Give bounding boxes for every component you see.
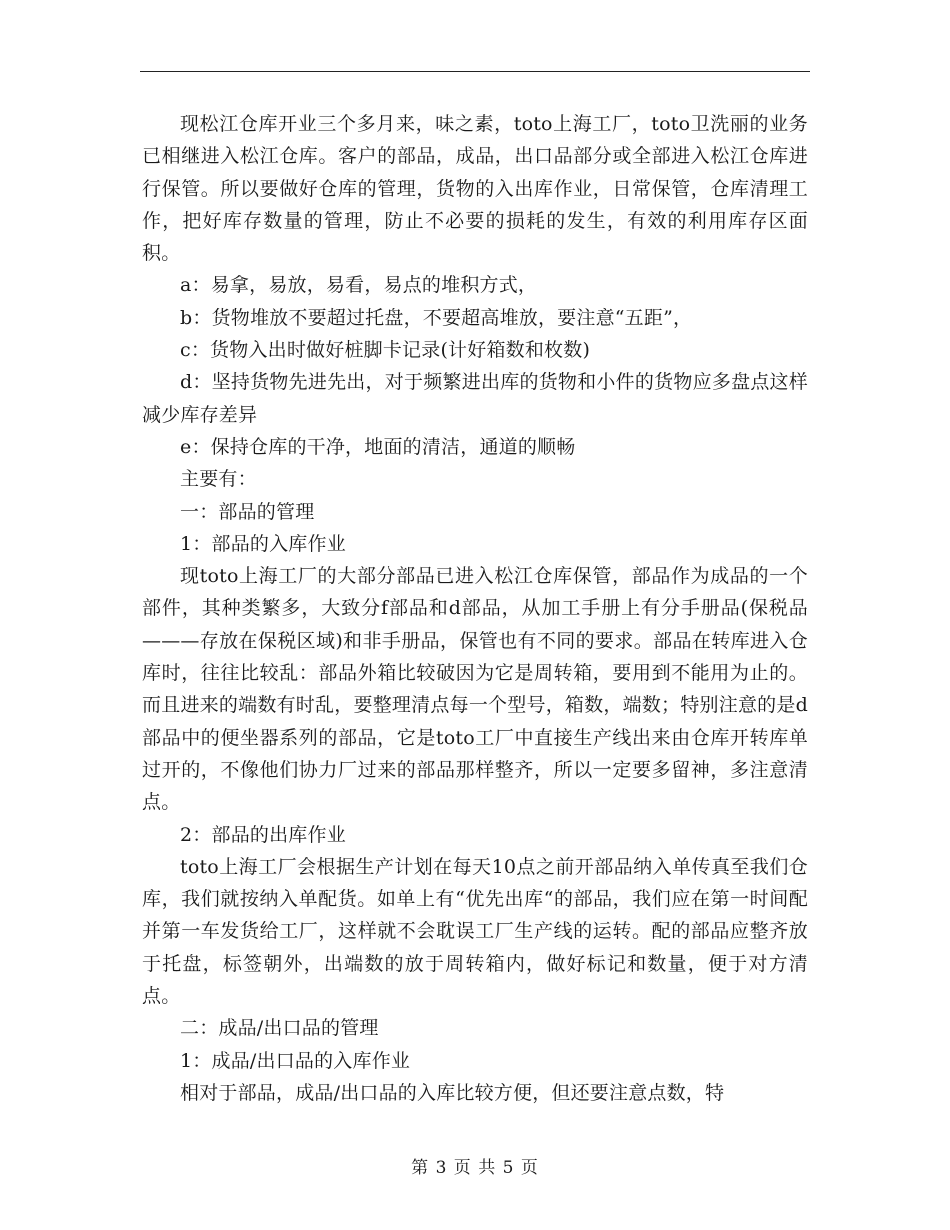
subheading-parts-outbound: 2：部品的出库作业 <box>180 823 346 846</box>
paragraph-item-b: b：货物堆放不要超过托盘，不要超高堆放，要注意“五距”， <box>180 306 693 329</box>
document-body <box>142 108 808 1109</box>
paragraph-item-c: c：货物入出时做好桩脚卡记录(计好箱数和枚数) <box>180 339 591 362</box>
paragraph-item-d: d：坚持货物先进先出，对于频繁进出库的货物和小件的货物应多盘点这样减少库存差异 <box>142 371 808 426</box>
paragraph-item-e: e：保持仓库的干净，地面的清洁，通道的顺畅 <box>180 435 576 458</box>
paragraph-item-a: a：易拿，易放，易看，易点的堆积方式， <box>180 274 538 297</box>
paragraph-main-points: 主要有： <box>180 468 257 491</box>
header-rule <box>140 71 810 72</box>
subheading-finished-inbound: 1：成品/出口品的入库作业 <box>180 1049 411 1072</box>
section-heading-finished-goods: 二：成品/出口品的管理 <box>180 1017 379 1040</box>
section-heading-parts: 一：部品的管理 <box>180 500 315 523</box>
paragraph-parts-inbound: 现toto上海工厂的大部分部品已进入松江仓库保管，部品作为成品的一个部件，其种类繁多，大致分f部品和d部品，从加工手册上有分手册品(保税品———存放在保税区域)和非手册品，保管也有不同的要求。部品在转库进入仓库时，往往比较乱：部品外箱比较破因为它是周转箱，要用到不能用为止的。而且进来的端数有时乱，要整理清点每一个型号，箱数，端数；特别注意的是d部品中的便坐器系列的部品，它是toto工厂中直接生产线出来由仓库开转库单过开的，不像他们协力厂过来的部品那样整齐，所以一定要多留神，多注意清点。 <box>142 565 808 814</box>
paragraph-parts-outbound: toto上海工厂会根据生产计划在每天10点之前开部品纳入单传真至我们仓库，我们就按纳入单配货。如单上有“优先出库“的部品，我们应在第一时间配并第一车发货给工厂，这样就不会耽误工厂生产线的运转。配的部品应整齐放于托盘，标签朝外，出端数的放于周转箱内，做好标记和数量，便于对方清点。 <box>142 855 808 1008</box>
page-number: 第 3 页 共 5 页 <box>411 1158 539 1178</box>
paragraph-finished-inbound: 相对于部品，成品/出口品的入库比较方便，但还要注意点数，特 <box>180 1081 725 1104</box>
subheading-parts-inbound: 1：部品的入库作业 <box>180 532 346 555</box>
paragraph-intro: 现松江仓库开业三个多月来，味之素，toto上海工厂，toto卫洗丽的业务已相继进入松江仓库。客户的部品，成品，出口品部分或全部进入松江仓库进行保管。所以要做好仓库的管理，货物的入出库作业，日常保管，仓库清理工作，把好库存数量的管理，防止不必要的损耗的发生，有效的利用库存区面积。 <box>142 113 808 265</box>
